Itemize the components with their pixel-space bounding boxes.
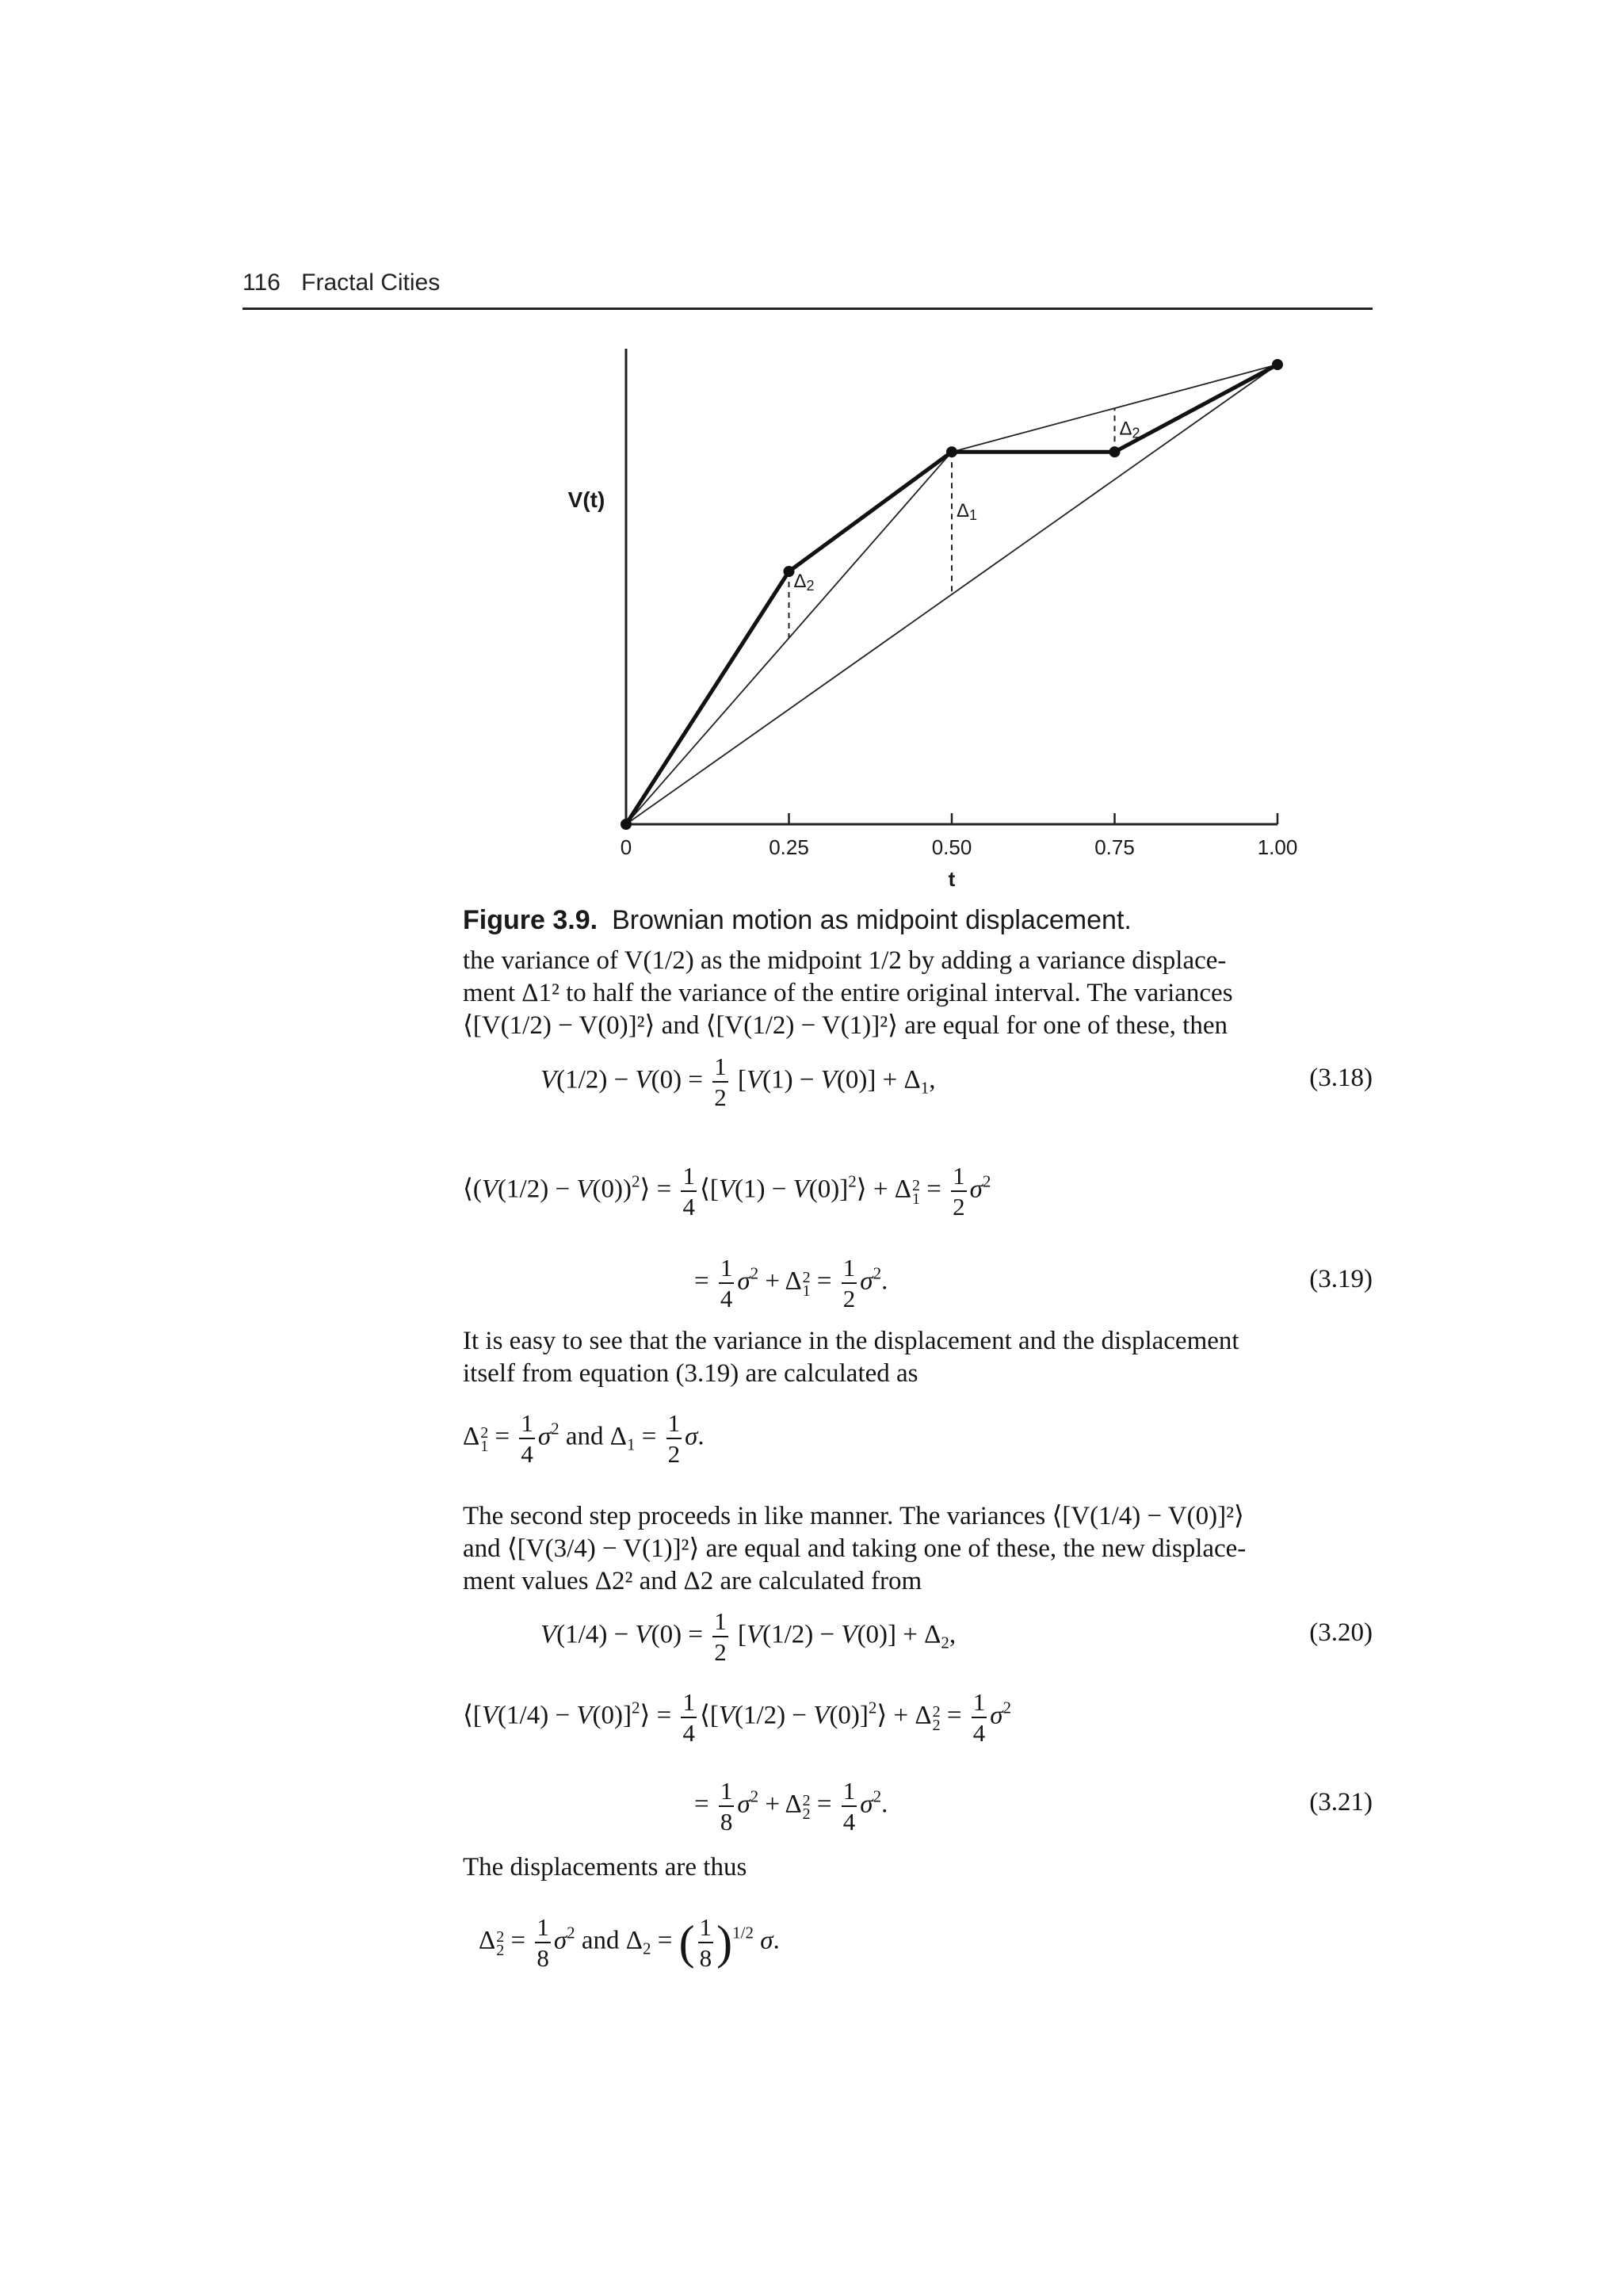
data-point: [1272, 359, 1283, 370]
equation-number: (3.19): [1309, 1265, 1373, 1293]
equation-3-21a: ⟨[V(1/4) − V(0)]$^2$⟩ = $\frac{1}{4}$ ⟨[V(1/2) − V(0)]$^2$⟩ + Δ 2 2 = $\frac{1}{4}$ $\sigma^2$: [463, 1688, 1012, 1747]
y-axis-label: V(t): [567, 487, 605, 512]
equation-3-21b: = $\frac{1}{8}$ $\sigma^2 + \Delta$ 2 2 = $\frac{1}{4}$ $\sigma^2$.: [694, 1777, 888, 1836]
x-axis-label: t: [948, 867, 956, 891]
text-line: ment Δ1² to half the variance of the entire original interval. The variances: [463, 979, 1233, 1007]
delta-label: Δ2: [793, 571, 815, 594]
text-line: and ⟨[V(3/4) − V(1)]²⟩ are equal and taking one of these, the new displace-: [463, 1534, 1247, 1563]
data-point: [1109, 446, 1121, 457]
text-line: ⟨[V(1/2) − V(0)]²⟩ and ⟨[V(1/2) − V(1)]²⟩ are equal for one of these, then: [463, 1011, 1228, 1040]
text-line: The displacements are thus: [463, 1853, 747, 1881]
result-1: Δ 2 1 = $\frac{1}{4}$ $\sigma^2$ and $\Delta_1$ = $\frac{1}{2}$ σ.: [463, 1409, 705, 1468]
page-number: 116: [242, 269, 281, 296]
delta-label: Δ2: [1119, 418, 1140, 441]
equation-number: (3.18): [1309, 1064, 1373, 1092]
equation-3-20: V(1/4) − V(0) = $\frac{1}{2}$ $[V(1/2) - V(0)] + \Delta_2$,: [540, 1607, 957, 1666]
x-tick-label: 1.00: [1257, 835, 1298, 859]
x-tick-label: 0: [620, 835, 632, 859]
data-point: [946, 446, 957, 457]
figure-caption: [463, 905, 1132, 936]
equation-number: (3.21): [1309, 1788, 1373, 1817]
x-tick-label: 0.50: [931, 835, 972, 859]
equation-3-19a: ⟨(V(1/2) − V(0))$^2$⟩ = $\frac{1}{4}$ ⟨[V(1) − V(0)]$^2$⟩ + Δ 2 1 = $\frac{1}{2}$ $\sigma^2$: [463, 1162, 991, 1221]
equation-3-19b: = $\frac{1}{4}$ $\sigma^2 + \Delta$ 2 1 = $\frac{1}{2}$ $\sigma^2$.: [694, 1254, 888, 1312]
book-title: Fractal Cities: [301, 269, 441, 296]
paragraph-1: [463, 945, 1366, 1042]
brownian-midpoint-figure: [0, 0, 1623, 904]
paragraph-3: [463, 1500, 1366, 1598]
text-line: ment values Δ2² and Δ2 are calculated from: [463, 1567, 922, 1595]
data-point: [621, 819, 632, 830]
text-line: The second step proceeds in like manner. The variances ⟨[V(1/4) − V(0)]²⟩: [463, 1502, 1244, 1530]
x-tick-label: 0.75: [1094, 835, 1135, 859]
caption-text: Brownian motion as midpoint displacement.: [612, 905, 1132, 935]
paragraph-2: [463, 1325, 1366, 1390]
text-line: the variance of V(1/2) as the midpoint 1/2 by adding a variance displace-: [463, 946, 1227, 975]
equation-number: (3.20): [1309, 1618, 1373, 1647]
caption-label: Figure 3.9.: [463, 905, 598, 935]
delta-label: Δ1: [957, 500, 978, 524]
text-line: It is easy to see that the variance in the displacement and the displacement: [463, 1327, 1239, 1355]
paragraph-4: [463, 1851, 1366, 1884]
equation-3-18: V(1/2) − V(0) = $\frac{1}{2}$ $[V(1) - V(0)] + \Delta_1$,: [540, 1052, 936, 1111]
text-line: itself from equation (3.19) are calculated as: [463, 1359, 918, 1388]
data-point: [784, 566, 795, 577]
result-2: Δ 2 2 = $\frac{1}{8}$ $\sigma^2$ and $\Delta_2$ = ( $\frac{1}{8}$ )$^{1/2}$ σ.: [479, 1913, 780, 1972]
x-tick-label: 0.25: [769, 835, 809, 859]
